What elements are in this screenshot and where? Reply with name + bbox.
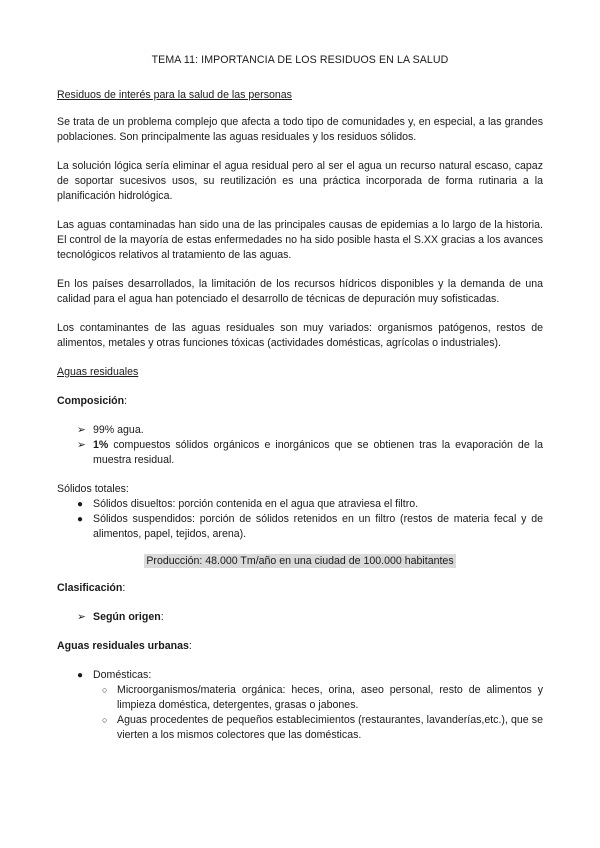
list-item (57, 683, 543, 713)
paragraph: Los contaminantes de las aguas residuales son muy variados: organismos patógenos, restos de alimentos, metales y otras funciones tóxicas (actividades domésticas, agrícolas o industriales). (57, 322, 543, 349)
list-item-bold: 1% (93, 439, 109, 451)
list-item-text: Aguas procedentes de pequeños establecimientos (restaurantes, lavanderías,etc.), que se vierten a los mismos colectores que las domésticas. (117, 714, 543, 741)
solidos-label: Sólidos totales: (57, 483, 129, 495)
paragraph: Se trata de un problema complejo que afecta a todo tipo de comunidades y, en especial, a las grandes poblaciones. Son principalmente las aguas residuales y los residuos sólidos. (57, 116, 543, 143)
paragraph: En los países desarrollados, la limitación de los recursos hídricos disponibles y la demanda de una calidad para el agua han potenciado el desarrollo de técnicas de depuración muy sofisticadas. (57, 278, 543, 305)
list-item (57, 497, 543, 512)
urbanas-label: Aguas residuales urbanas (57, 640, 189, 652)
urbanas-heading (57, 639, 543, 654)
colon: : (124, 395, 128, 407)
clasificacion-heading (57, 581, 543, 596)
list-item (57, 423, 543, 438)
list-item-text: Microorganismos/materia orgánica: heces, orina, aseo personal, resto de alimentos y limpieza doméstica, detergentes, grasas o jabones. (117, 684, 543, 711)
list-item (57, 438, 543, 468)
section-heading-aguas-residuales: Aguas residuales (57, 366, 139, 378)
arrow-bullet-icon: ➢ (77, 424, 86, 436)
composicion-list (57, 423, 543, 468)
paragraph: La solución lógica sería eliminar el agua residual pero al ser el agua un recurso natural escaso, capaz de soportar sucesivos usos, su reutilización es una práctica incorporada de forma rutinaria a la planificación hidrológica. (57, 160, 543, 202)
list-item-text: Sólidos suspendidos: porción de sólidos retenidos en un filtro (restos de materia fecal y de alimentos, papel, tejidos, arena). (93, 513, 543, 540)
list-item (57, 610, 543, 625)
composicion-label: Composición (57, 395, 125, 407)
list-item-text: compuestos sólidos orgánicos e inorgánicos que se obtienen tras la evaporación de la muestra residual. (93, 439, 543, 466)
bullet-dot-icon: ● (77, 670, 84, 681)
arrow-bullet-icon: ➢ (77, 611, 86, 623)
origen-label: Según origen (93, 611, 161, 623)
bullet-circle-icon: ○ (102, 715, 108, 725)
list-item (57, 512, 543, 542)
list-item (57, 668, 543, 683)
clasificacion-label: Clasificación (57, 582, 123, 594)
section-heading-residuos: Residuos de interés para la salud de las personas (57, 89, 292, 101)
bullet-dot-icon: ● (77, 499, 84, 510)
list-item-text: 99% agua. (93, 424, 144, 436)
composicion-heading (57, 394, 543, 409)
list-item-text: Sólidos disueltos: porción contenida en el agua que atraviesa el filtro. (93, 498, 419, 510)
page-title: TEMA 11: IMPORTANCIA DE LOS RESIDUOS EN LA SALUD (151, 54, 449, 66)
domesticas-label: Domésticas: (93, 669, 152, 681)
colon: : (122, 582, 126, 594)
origen-list (57, 610, 543, 625)
bullet-circle-icon: ○ (102, 685, 108, 695)
bullet-dot-icon: ● (77, 514, 84, 525)
colon: : (160, 611, 164, 623)
domesticas-list (57, 683, 543, 743)
paragraph: Las aguas contaminadas han sido una de las principales causas de epidemias a lo largo de la historia. El control de la mayoría de estas enfermedades no ha sido posible hasta el S.XX gracias a los avances tecnológicos relativos al tratamiento de las aguas. (57, 219, 543, 261)
solidos-list (57, 497, 543, 542)
colon: : (188, 640, 192, 652)
produccion-highlight: Producción: 48.000 Tm/año en una ciudad de 100.000 habitantes (146, 555, 454, 567)
list-item (57, 713, 543, 743)
urbanas-list (57, 668, 543, 683)
produccion-row (57, 554, 543, 569)
arrow-bullet-icon: ➢ (77, 439, 86, 451)
